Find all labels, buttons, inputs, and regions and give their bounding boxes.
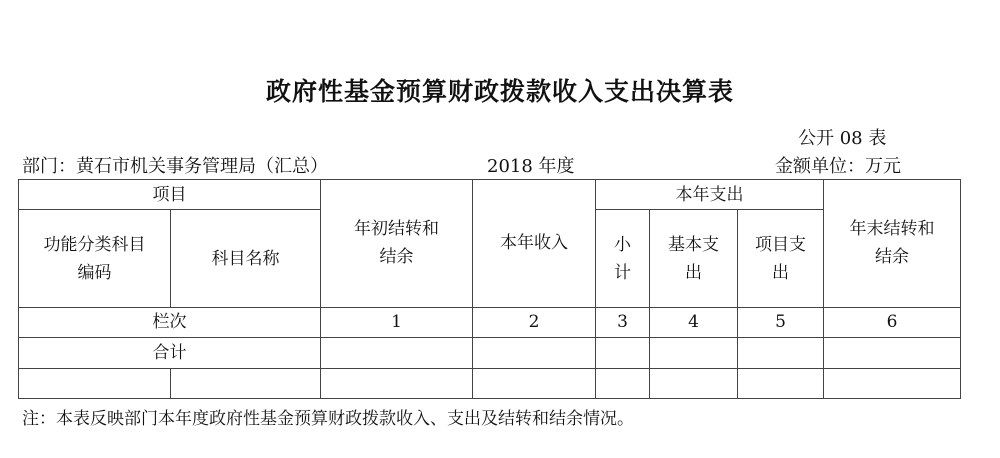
blank-cell (19, 368, 171, 398)
row-index-label: 栏次 (19, 307, 321, 337)
header-opening-balance (321, 180, 473, 308)
col-number-5: 5 (738, 307, 824, 337)
page-title: 政府性基金预算财政拨款收入支出决算表 (265, 77, 734, 106)
budget-table (18, 179, 961, 399)
total-cell (596, 338, 650, 368)
col-number-2: 2 (473, 307, 596, 337)
total-cell (473, 338, 596, 368)
col-number-1: 1 (321, 307, 473, 337)
col-number-4: 4 (650, 307, 738, 337)
fiscal-year: 2018 年度 (487, 156, 575, 177)
col-number-6: 6 (824, 307, 961, 337)
header-subject-name: 科目名称 (171, 210, 321, 307)
total-row-label: 合计 (19, 338, 321, 368)
blank-cell (171, 368, 321, 398)
blank-cell (473, 368, 596, 398)
header-func-code-text: 功能分类科目编码 (43, 234, 146, 283)
blank-cell (824, 368, 961, 398)
col-number-3: 3 (596, 307, 650, 337)
header-project-exp (738, 210, 824, 307)
total-cell (738, 338, 824, 368)
total-cell (650, 338, 738, 368)
form-number: 公开 08 表 (798, 128, 887, 149)
header-expenditure: 本年支出 (596, 180, 824, 210)
total-cell (321, 338, 473, 368)
header-basic-exp-text: 基本支出 (668, 234, 719, 283)
header-opening-balance-text: 年初结转和结余 (354, 219, 439, 268)
footnote: 注：本表反映部门本年度政府性基金预算财政拨款收入、支出及结转和结余情况。 (22, 409, 634, 429)
header-income: 本年收入 (473, 180, 596, 308)
blank-cell (738, 368, 824, 398)
total-cell (824, 338, 961, 368)
header-basic-exp (650, 210, 738, 307)
header-subtotal (596, 210, 650, 307)
blank-cell (650, 368, 738, 398)
header-func-code (19, 210, 171, 307)
blank-cell (596, 368, 650, 398)
header-closing-balance-text: 年末结转和结余 (849, 219, 935, 268)
blank-cell (321, 368, 473, 398)
department-label: 部门：黄石市机关事务管理局（汇总） (22, 156, 328, 177)
header-subtotal-text: 小计 (614, 234, 631, 283)
header-item: 项目 (19, 180, 321, 210)
header-closing-balance (824, 180, 961, 308)
amount-unit: 金额单位：万元 (775, 156, 901, 177)
header-project-exp-text: 项目支出 (755, 234, 806, 283)
